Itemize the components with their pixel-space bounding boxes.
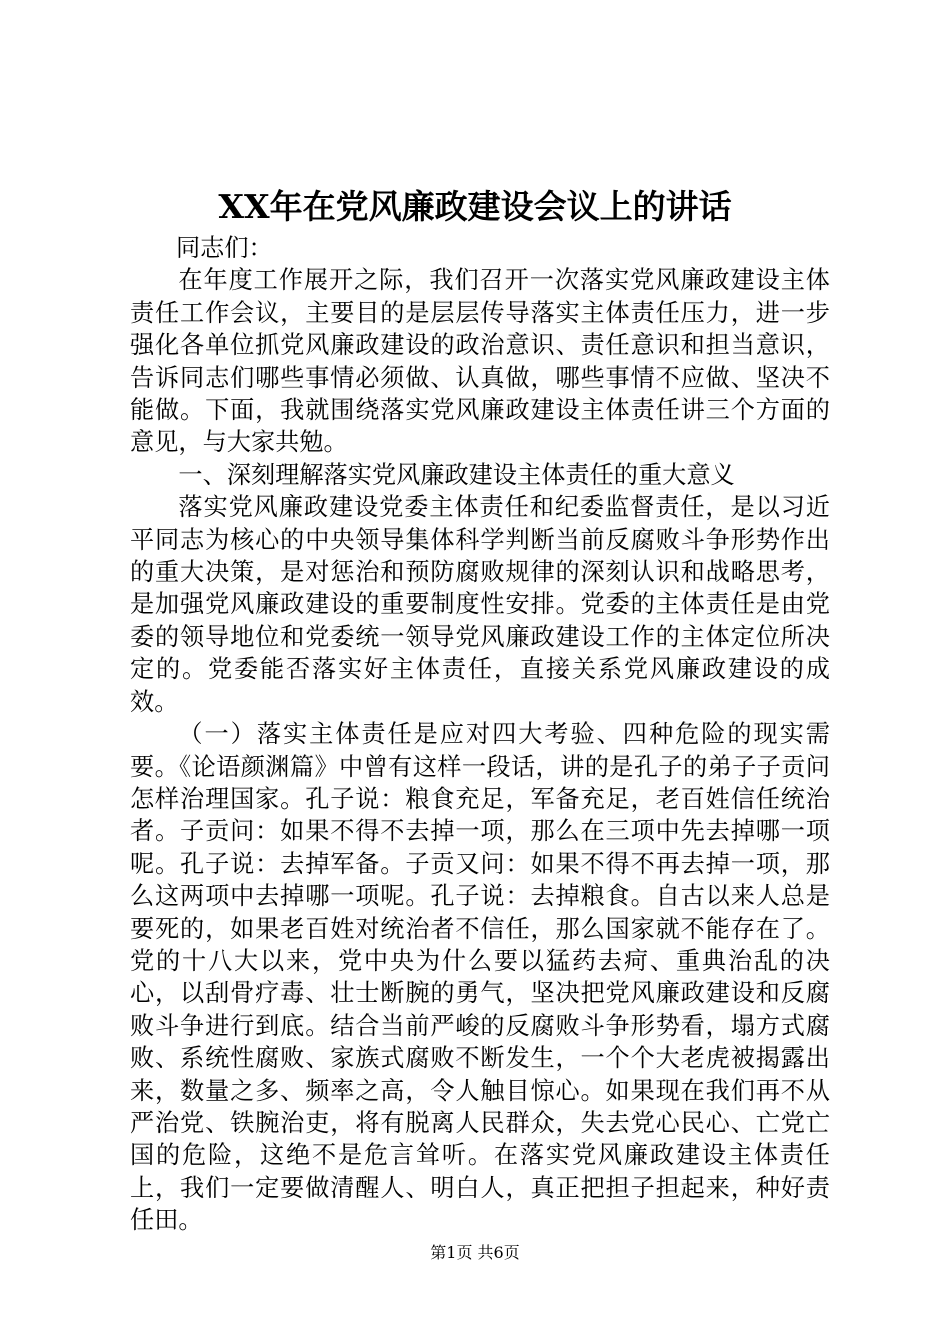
document-body [130,232,830,1237]
section-heading: 一、深刻理解落实党风廉政建设主体责任的重大意义 [178,460,735,489]
body-paragraph: 落实党风廉政建设党委主体责任和纪委监督责任，是以习近平同志为核心的中央领导集体科学判断当前反腐败斗争形势作出的重大决策，是对惩治和预防腐败规律的深刻认识和战略思考，是加强党风廉政建设的重要制度性安排。党委的主体责任是由党委的领导地位和党委统一领导党风廉政建设工作的主体定位所决定的。党委能否落实好主体责任，直接关系党风廉政建设的成效。 [130,493,830,716]
page-number: 第1页 共6页 [430,1243,520,1262]
body-paragraph: （一）落实主体责任是应对四大考验、四种危险的现实需要。《论语颜渊篇》中曾有这样一段话，讲的是孔子的弟子子贡问怎样治理国家。孔子说：粮食充足，军备充足，老百姓信任统治者。子贡问：如果不得不去掉一项，那么在三项中先去掉哪一项呢。孔子说：去掉军备。子贡又问：如果不得不再去掉一项，那么这两项中去掉哪一项呢。孔子说：去掉粮食。自古以来人总是要死的，如果老百姓对统治者不信任，那么国家就不能存在了。党的十八大以来，党中央为什么要以猛药去疴、重典治乱的决心，以刮骨疗毒、壮士断腕的勇气，坚决把党风廉政建设和反腐败斗争进行到底。结合当前严峻的反腐败斗争形势看，塌方式腐败、系统性腐败、家族式腐败不断发生，一个个大老虎被揭露出来，数量之多、频率之高，令人触目惊心。如果现在我们再不从严治党、铁腕治吏，将有脱离人民群众，失去党心民心、亡党亡国的危险，这绝不是危言耸听。在落实党风廉政建设主体责任上，我们一定要做清醒人、明白人，真正把担子担起来，种好责任田。 [130,720,830,1235]
greeting-paragraph: 同志们： [175,234,273,262]
intro-paragraph: 在年度工作展开之际，我们召开一次落实党风廉政建设主体责任工作会议，主要目的是层层传导落实主体责任压力，进一步强化各单位抓党风廉政建设的政治意识、责任意识和担当意识，告诉同志们哪些事情必须做、认真做，哪些事情不应做、坚决不能做。下面，我就围绕落实党风廉政建设主体责任讲三个方面的意见，与大家共勉。 [130,266,830,457]
document-title: XX年在党风廉政建设会议上的讲话 [218,187,732,226]
